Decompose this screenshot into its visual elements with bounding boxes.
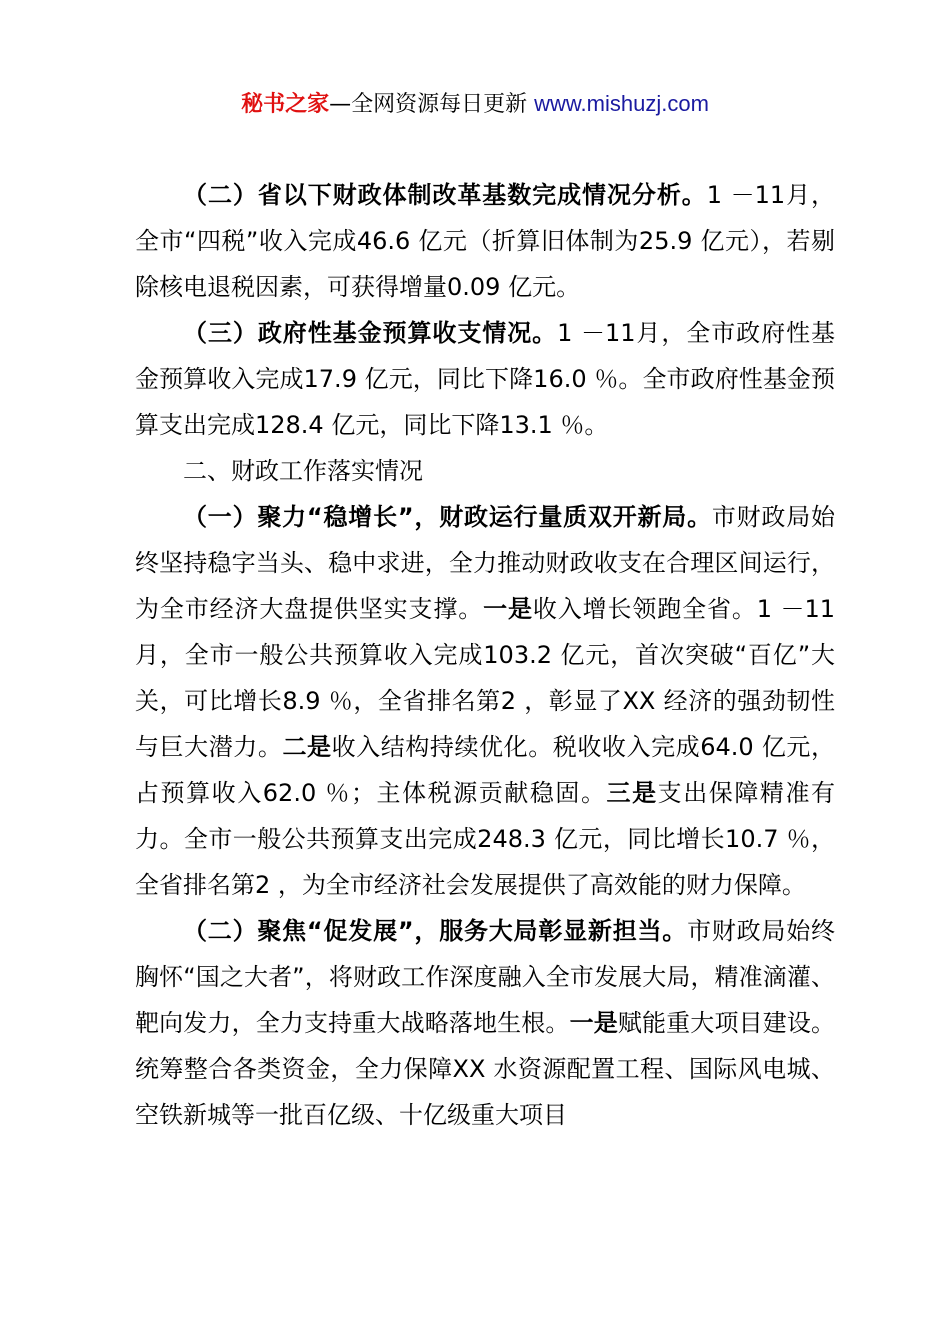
site-url[interactable]: www.mishuzj.com: [534, 91, 709, 116]
point-marker: 一是: [483, 595, 533, 623]
paragraph-text: 支出保障精准有力。全市一般公共预算支出完成248.3 亿元，同比增长10.7 ％，全省排名第2 ，为全市经济社会发展提供了高效能的财力保障。: [135, 779, 836, 899]
section-lead: （二）聚焦“促发展”，服务大局彰显新担当。: [183, 917, 688, 945]
document-body: [135, 172, 835, 1138]
paragraph: [135, 172, 835, 310]
paragraph-text: 市财政局始终胸怀“国之大者”，将财政工作深度融入全市发展大局，精准滴灌、靶向发力，全力支持重大战略落地生根。: [135, 917, 836, 1037]
header-tagline: 全网资源每日更新: [351, 92, 528, 117]
header-dash: —: [329, 92, 352, 117]
section-lead: （二）省以下财政体制改革基数完成情况分析。: [183, 181, 707, 209]
section-lead: （三）政府性基金预算收支情况。: [183, 319, 558, 347]
point-marker: 一是: [569, 1009, 618, 1037]
heading-text: 二、财政工作落实情况: [183, 457, 423, 485]
point-marker: 二是: [282, 733, 332, 761]
paragraph: [135, 310, 835, 448]
brand-name: 秘书之家: [241, 92, 330, 117]
page-header: [0, 88, 950, 121]
paragraph-text: 1 －11月，全市政府性基金预算收入完成17.9 亿元，同比下降16.0 ％。全市政府性基金预算支出完成128.4 亿元，同比下降13.1 ％。: [135, 319, 836, 439]
section-heading: [135, 448, 835, 494]
paragraph-text: 市财政局始终坚持稳字当头、稳中求进，全力推动财政收支在合理区间运行，为全市经济大盘提供坚实支撑。: [135, 503, 836, 623]
paragraph: [135, 908, 835, 1138]
section-lead: （一）聚力“稳增长”，财政运行量质双开新局。: [183, 503, 712, 531]
paragraph-text: 收入结构持续优化。税收收入完成64.0 亿元，占预算收入62.0 ％；主体税源贡献稳固。: [135, 733, 836, 807]
paragraph: [135, 494, 835, 908]
paragraph-text: 1 －11月，全市“四税”收入完成46.6 亿元（折算旧体制为25.9 亿元），若剔除核电退税因素，可获得增量0.09 亿元。: [135, 181, 836, 301]
paragraph-text: 收入增长领跑全省。1 －11月，全市一般公共预算收入完成103.2 亿元，首次突破“百亿”大关，可比增长8.9 ％，全省排名第2 ，彰显了XX 经济的强劲韧性与巨大潜力。: [135, 595, 836, 761]
point-marker: 三是: [606, 779, 658, 807]
paragraph-text: 赋能重大项目建设。统筹整合各类资金，全力保障XX 水资源配置工程、国际风电城、空铁新城等一批百亿级、十亿级重大项目: [135, 1009, 836, 1129]
